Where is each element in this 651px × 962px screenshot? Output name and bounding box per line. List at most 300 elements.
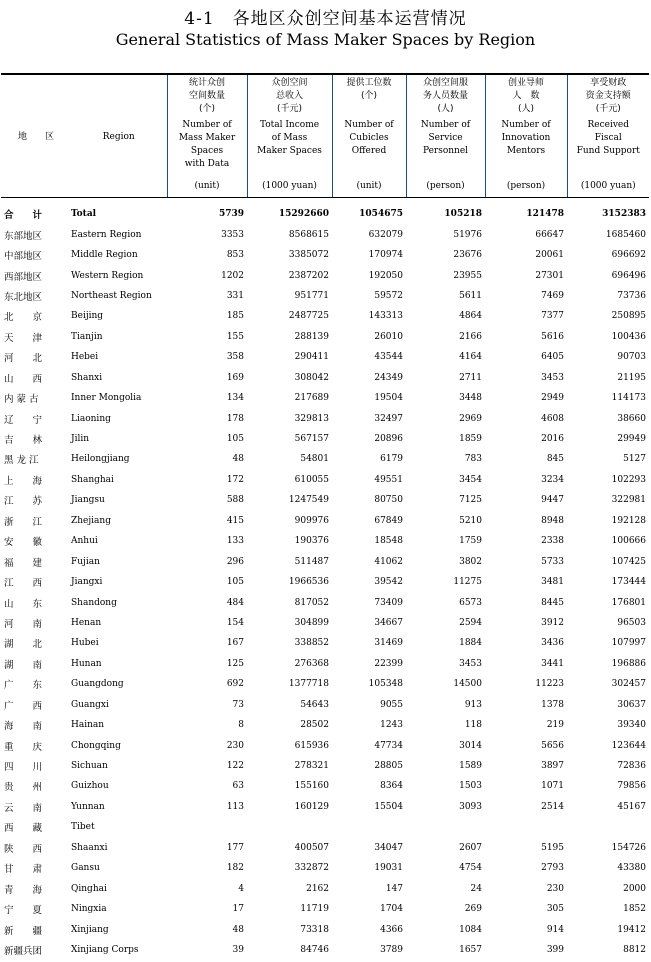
region-name-chinese: 河 北: [4, 353, 43, 365]
table-row: [1, 899, 649, 919]
region-name-english: Zhejiang: [71, 515, 111, 526]
data-cell: 23955: [453, 270, 482, 281]
column-header-english: Total Income of Mass Maker Spaces: [257, 120, 322, 156]
region-name-english: Northeast Region: [71, 290, 152, 301]
column-header-chinese: 提供工位数 (个): [346, 78, 392, 101]
data-cell: 169: [226, 372, 244, 383]
table-row: [1, 429, 649, 449]
data-cell: 3441: [541, 658, 564, 669]
table-row: [1, 408, 649, 428]
region-name-english: Henan: [71, 617, 102, 628]
column-header-chinese: 众创空间服 务人员数量 (人): [422, 78, 468, 114]
data-cell: 22399: [374, 658, 403, 669]
region-name-chinese: 湖 南: [4, 659, 43, 671]
region-name-chinese: 福 建: [4, 557, 43, 569]
region-name-chinese: 上 海: [4, 475, 43, 487]
data-cell: 230: [546, 883, 564, 894]
data-cell: [406, 817, 485, 837]
data-cell: 3481: [541, 577, 564, 588]
table-row: [1, 674, 649, 694]
region-header-english: Region: [71, 74, 167, 198]
region-name-chinese: 宁 夏: [4, 905, 43, 917]
region-name-english: Middle Region: [71, 250, 138, 261]
region-name-english: Hainan: [71, 720, 105, 731]
region-name-english: Xinjiang Corps: [71, 944, 139, 955]
data-cell: 2711: [459, 372, 482, 383]
region-name-english: Tibet: [71, 822, 95, 833]
data-cell: 5210: [459, 515, 482, 526]
data-cell: 2016: [541, 434, 564, 445]
data-cell: 7469: [541, 290, 564, 301]
region-name-chinese: 黑 龙 江: [4, 455, 39, 467]
table-row: [1, 878, 649, 898]
data-cell: 1704: [380, 904, 403, 915]
data-cell: 100666: [611, 536, 646, 547]
table-row: [1, 531, 649, 551]
data-cell: 1071: [541, 781, 564, 792]
region-name-chinese: 天 津: [4, 332, 43, 344]
data-cell: 6573: [459, 597, 482, 608]
data-cell: 73318: [300, 924, 329, 935]
data-cell: 20896: [374, 434, 403, 445]
region-name-chinese: 海 南: [4, 721, 43, 733]
data-cell: 2387202: [288, 270, 329, 281]
data-cell: 1859: [459, 434, 482, 445]
region-name-english: Xinjiang: [71, 924, 109, 935]
data-cell: 2487725: [288, 311, 329, 322]
data-cell: 154: [226, 617, 244, 628]
data-cell: 290411: [294, 352, 329, 363]
data-cell: 269: [464, 904, 482, 915]
column-header-unit: (person): [426, 181, 465, 191]
region-name-chinese: 新疆兵团: [4, 945, 43, 957]
region-name-english: Guizhou: [71, 781, 109, 792]
region-name-chinese: 东部地区: [4, 230, 43, 242]
region-name-chinese: 新 疆: [4, 925, 43, 937]
column-header-english: Number of Innovation Mentors: [501, 120, 551, 156]
data-cell: 38660: [617, 413, 646, 424]
data-cell: 122: [226, 761, 244, 772]
data-cell: 7377: [541, 311, 564, 322]
region-name-chinese: 西部地区: [4, 271, 43, 283]
data-cell: 123644: [611, 740, 646, 751]
data-cell: 400507: [294, 842, 329, 853]
data-cell: 121478: [526, 209, 564, 220]
data-cell: 154726: [611, 842, 646, 853]
data-cell: 4366: [380, 924, 403, 935]
data-cell: 1247549: [288, 495, 329, 506]
data-cell: 18548: [374, 536, 403, 547]
data-cell: 54643: [300, 699, 329, 710]
data-cell: 17: [232, 904, 244, 915]
data-cell: 3093: [459, 801, 482, 812]
data-cell: 30637: [617, 699, 646, 710]
data-cell: 3014: [459, 740, 482, 751]
data-cell: 15504: [374, 801, 403, 812]
data-cell: [247, 817, 332, 837]
data-cell: 26010: [374, 331, 403, 342]
data-cell: 11275: [453, 577, 482, 588]
region-name-english: Jiangxi: [71, 577, 103, 588]
column-header-chinese: 统计众创 空间数量 (个): [188, 78, 225, 114]
data-cell: 4864: [459, 311, 482, 322]
data-cell: 308042: [294, 372, 329, 383]
data-cell: 147: [385, 883, 403, 894]
table-row: [1, 919, 649, 939]
data-cell: 11223: [535, 679, 564, 690]
region-name-chinese: 湖 北: [4, 639, 43, 651]
data-cell: 2594: [459, 617, 482, 628]
table-row: [1, 858, 649, 878]
data-cell: 783: [464, 454, 482, 465]
region-name-chinese: 东北地区: [4, 291, 43, 303]
region-name-chinese: 吉 林: [4, 435, 43, 447]
data-cell: 2166: [459, 331, 482, 342]
data-cell: 696692: [611, 250, 646, 261]
table-row: [1, 940, 649, 960]
data-cell: 5127: [623, 454, 646, 465]
data-cell: 1202: [221, 270, 244, 281]
data-cell: 196886: [611, 658, 646, 669]
data-cell: [485, 817, 567, 837]
region-name-chinese: 河 南: [4, 618, 43, 630]
data-cell: 51976: [453, 229, 482, 240]
table-row: [1, 265, 649, 285]
region-name-chinese: 合 计: [4, 210, 43, 222]
region-name-english: Anhui: [71, 536, 98, 547]
data-cell: 3789: [380, 944, 403, 955]
data-cell: 4754: [459, 863, 482, 874]
data-cell: 102293: [611, 474, 646, 485]
table-body: [1, 198, 649, 961]
data-cell: 14500: [453, 679, 482, 690]
data-cell: 3234: [541, 474, 564, 485]
data-cell: 399: [546, 944, 564, 955]
data-cell: 5739: [218, 209, 244, 220]
column-header-chinese: 众创空间 总收入 (千元): [271, 78, 308, 114]
data-cell: 4164: [459, 352, 482, 363]
data-cell: 2793: [541, 863, 564, 874]
data-cell: 305: [546, 904, 564, 915]
region-name-english: Western Region: [71, 270, 144, 281]
region-name-english: Guangxi: [71, 699, 109, 710]
table-row: [1, 286, 649, 306]
table-row: [1, 654, 649, 674]
column-header: [332, 74, 406, 198]
data-cell: 19504: [374, 393, 403, 404]
data-cell: 909976: [294, 515, 329, 526]
data-cell: 34667: [374, 617, 403, 628]
data-cell: 338852: [294, 638, 329, 649]
data-cell: 610055: [294, 474, 329, 485]
table-row: [1, 245, 649, 265]
data-cell: 511487: [294, 556, 329, 567]
data-cell: 28502: [300, 720, 329, 731]
region-name-english: Inner Mongolia: [71, 393, 142, 404]
data-cell: 170974: [368, 250, 403, 261]
data-cell: 155: [226, 331, 244, 342]
data-cell: 8445: [541, 597, 564, 608]
data-cell: 43544: [374, 352, 403, 363]
column-header-unit: (1000 yuan): [580, 181, 636, 191]
data-cell: 853: [226, 250, 244, 261]
data-cell: 3897: [541, 761, 564, 772]
table-row: [1, 388, 649, 408]
data-cell: 143313: [368, 311, 403, 322]
data-cell: 59572: [374, 290, 403, 301]
column-header-chinese: 创业导师 人 数 (人): [507, 78, 544, 114]
region-name-english: Jiangsu: [71, 495, 105, 506]
data-cell: 1054675: [359, 209, 403, 220]
region-header-chinese: 地 区: [1, 74, 71, 198]
region-name-english: Gansu: [71, 863, 100, 874]
region-name-english: Shanghai: [71, 474, 114, 485]
region-name-chinese: 北 京: [4, 312, 43, 324]
data-cell: 8568615: [288, 229, 329, 240]
table-row: [1, 511, 649, 531]
data-cell: 331: [226, 290, 244, 301]
data-cell: 588: [226, 495, 244, 506]
data-cell: 45167: [617, 801, 646, 812]
data-cell: 105: [226, 434, 244, 445]
data-cell: 176801: [611, 597, 646, 608]
region-name-chinese: 浙 江: [4, 516, 43, 528]
data-cell: 63: [232, 781, 244, 792]
region-name-chinese: 中部地区: [4, 251, 43, 263]
region-name-english: Yunnan: [71, 801, 105, 812]
data-cell: 24: [470, 883, 482, 894]
data-cell: 1759: [459, 536, 482, 547]
data-cell: 5616: [541, 331, 564, 342]
data-cell: 11719: [300, 904, 329, 915]
region-name-chinese: 广 东: [4, 680, 43, 692]
region-name-english: Shaanxi: [71, 842, 108, 853]
column-header-english: Number of Service Personnel: [420, 120, 471, 156]
data-cell: 28805: [374, 761, 403, 772]
column-header-unit: (person): [506, 181, 546, 191]
column-header: [167, 74, 247, 198]
table-row: [1, 592, 649, 612]
region-name-chinese: 重 庆: [4, 741, 43, 753]
data-cell: 160129: [294, 801, 329, 812]
data-cell: 1243: [380, 720, 403, 731]
region-name-chinese: 陕 西: [4, 843, 43, 855]
region-name-chinese: 江 苏: [4, 496, 43, 508]
data-cell: 31469: [374, 638, 403, 649]
data-cell: 3453: [541, 372, 564, 383]
data-cell: 100436: [611, 331, 646, 342]
region-name-english: Eastern Region: [71, 229, 142, 240]
table-title-chinese: 4-1 各地区众创空间基本运营情况: [184, 9, 467, 29]
data-cell: 79856: [617, 781, 646, 792]
region-name-english: Qinghai: [71, 883, 107, 894]
region-name-chinese: 山 西: [4, 373, 43, 385]
region-name-english: Sichuan: [71, 761, 108, 772]
data-cell: 3453: [459, 658, 482, 669]
region-name-chinese: 青 海: [4, 884, 43, 896]
header-row: [1, 74, 649, 198]
region-name-english: Shanxi: [71, 372, 103, 383]
data-cell: 296: [226, 556, 244, 567]
data-cell: 155160: [294, 781, 329, 792]
data-cell: 118: [464, 720, 482, 731]
data-cell: 29949: [617, 434, 646, 445]
statistics-table: [1, 73, 649, 960]
region-name-english: Ningxia: [71, 904, 107, 915]
data-cell: 9447: [541, 495, 564, 506]
region-name-english: Tianjin: [71, 331, 103, 342]
data-cell: 43380: [617, 863, 646, 874]
table-row: [1, 817, 649, 837]
data-cell: 72836: [617, 761, 646, 772]
data-cell: 84746: [300, 944, 329, 955]
data-cell: 1657: [459, 944, 482, 955]
table-row: [1, 327, 649, 347]
data-cell: 192050: [368, 270, 403, 281]
data-cell: 632079: [368, 229, 403, 240]
table-row: [1, 551, 649, 571]
data-cell: 1377718: [288, 679, 329, 690]
table-row: [1, 306, 649, 326]
data-cell: 1084: [459, 924, 482, 935]
data-cell: 5656: [541, 740, 564, 751]
data-cell: 105: [226, 577, 244, 588]
data-cell: 133: [226, 536, 244, 547]
data-cell: [567, 817, 649, 837]
data-cell: 8948: [541, 515, 564, 526]
region-name-english: Hebei: [71, 352, 99, 363]
data-cell: 7125: [459, 495, 482, 506]
data-cell: 5611: [459, 290, 482, 301]
data-cell: 134: [226, 393, 244, 404]
data-cell: 1378: [541, 699, 564, 710]
data-cell: 5195: [541, 842, 564, 853]
data-cell: 288139: [294, 331, 329, 342]
data-cell: 24349: [374, 372, 403, 383]
column-header-english: Received Fiscal Fund Support: [576, 120, 640, 156]
region-name-chinese: 广 西: [4, 700, 43, 712]
region-name-english: Liaoning: [71, 413, 111, 424]
data-cell: 39542: [374, 577, 403, 588]
region-name-chinese: 甘 肃: [4, 864, 43, 876]
data-cell: 4608: [541, 413, 564, 424]
data-cell: 9055: [380, 699, 403, 710]
data-cell: 96503: [617, 617, 646, 628]
data-cell: 19031: [374, 863, 403, 874]
data-cell: 1685460: [605, 229, 646, 240]
table-row: [1, 368, 649, 388]
table-row: [1, 735, 649, 755]
region-name-chinese: 安 徽: [4, 537, 43, 549]
data-cell: 230: [226, 740, 244, 751]
data-cell: 2338: [541, 536, 564, 547]
region-name-english: Guangdong: [71, 679, 124, 690]
region-name-english: Hunan: [71, 658, 102, 669]
table-row: [1, 776, 649, 796]
data-cell: 217689: [294, 393, 329, 404]
data-cell: 107997: [611, 638, 646, 649]
region-name-chinese: 辽 宁: [4, 414, 43, 426]
table-row: [1, 490, 649, 510]
table-row: [1, 797, 649, 817]
table-row: [1, 695, 649, 715]
region-name-english: Fujian: [71, 556, 100, 567]
data-cell: 692: [226, 679, 244, 690]
data-cell: 34047: [374, 842, 403, 853]
column-header: [247, 74, 332, 198]
table-row: [1, 449, 649, 469]
data-cell: 172: [226, 474, 244, 485]
data-cell: 105348: [368, 679, 403, 690]
region-name-english: Beijing: [71, 311, 104, 322]
data-cell: 304899: [294, 617, 329, 628]
table-row: [1, 470, 649, 490]
column-header-english: Number of Mass Maker Spaces with Data: [178, 120, 236, 169]
data-cell: 6179: [380, 454, 403, 465]
data-cell: 696496: [611, 270, 646, 281]
column-header: [406, 74, 485, 198]
data-cell: 80750: [374, 495, 403, 506]
data-cell: 47734: [374, 740, 403, 751]
region-name-chinese: 山 东: [4, 598, 43, 610]
data-cell: 276368: [294, 658, 329, 669]
data-cell: 302457: [611, 679, 646, 690]
data-cell: 66647: [535, 229, 564, 240]
data-cell: 3152383: [602, 209, 646, 220]
data-cell: 177: [226, 842, 244, 853]
data-cell: 182: [226, 863, 244, 874]
data-cell: 192128: [611, 515, 646, 526]
data-cell: 219: [546, 720, 564, 731]
column-header-unit: (unit): [356, 181, 382, 191]
table-row: [1, 756, 649, 776]
data-cell: 8: [238, 720, 244, 731]
data-cell: 3353: [221, 229, 244, 240]
table-title-english: General Statistics of Mass Maker Spaces by Region: [115, 30, 536, 49]
data-cell: 5733: [541, 556, 564, 567]
data-cell: 19412: [617, 924, 646, 935]
data-cell: 54801: [300, 454, 329, 465]
data-cell: 2949: [541, 393, 564, 404]
data-cell: 3436: [541, 638, 564, 649]
data-cell: 567157: [294, 434, 329, 445]
data-cell: 23676: [453, 250, 482, 261]
column-header-english: Number of Cubicles Offered: [344, 120, 394, 156]
data-cell: 914: [546, 924, 564, 935]
region-name-chinese: 江 西: [4, 578, 43, 590]
data-cell: [332, 817, 406, 837]
data-cell: 3912: [541, 617, 564, 628]
data-cell: 27301: [535, 270, 564, 281]
table-row-total: [1, 198, 649, 225]
column-header: [485, 74, 567, 198]
region-name-english: Chongqing: [71, 740, 121, 751]
region-name-chinese: 四 川: [4, 762, 43, 774]
data-cell: 48: [232, 924, 244, 935]
data-cell: 48: [232, 454, 244, 465]
data-cell: 278321: [294, 761, 329, 772]
data-cell: 1966536: [288, 577, 329, 588]
data-cell: 15292660: [278, 209, 329, 220]
data-cell: 3454: [459, 474, 482, 485]
data-cell: 2514: [541, 801, 564, 812]
data-cell: 73736: [617, 290, 646, 301]
data-cell: 3802: [459, 556, 482, 567]
data-cell: 415: [226, 515, 244, 526]
region-name-chinese: 云 南: [4, 802, 43, 814]
data-cell: 73409: [374, 597, 403, 608]
data-cell: 817052: [294, 597, 329, 608]
